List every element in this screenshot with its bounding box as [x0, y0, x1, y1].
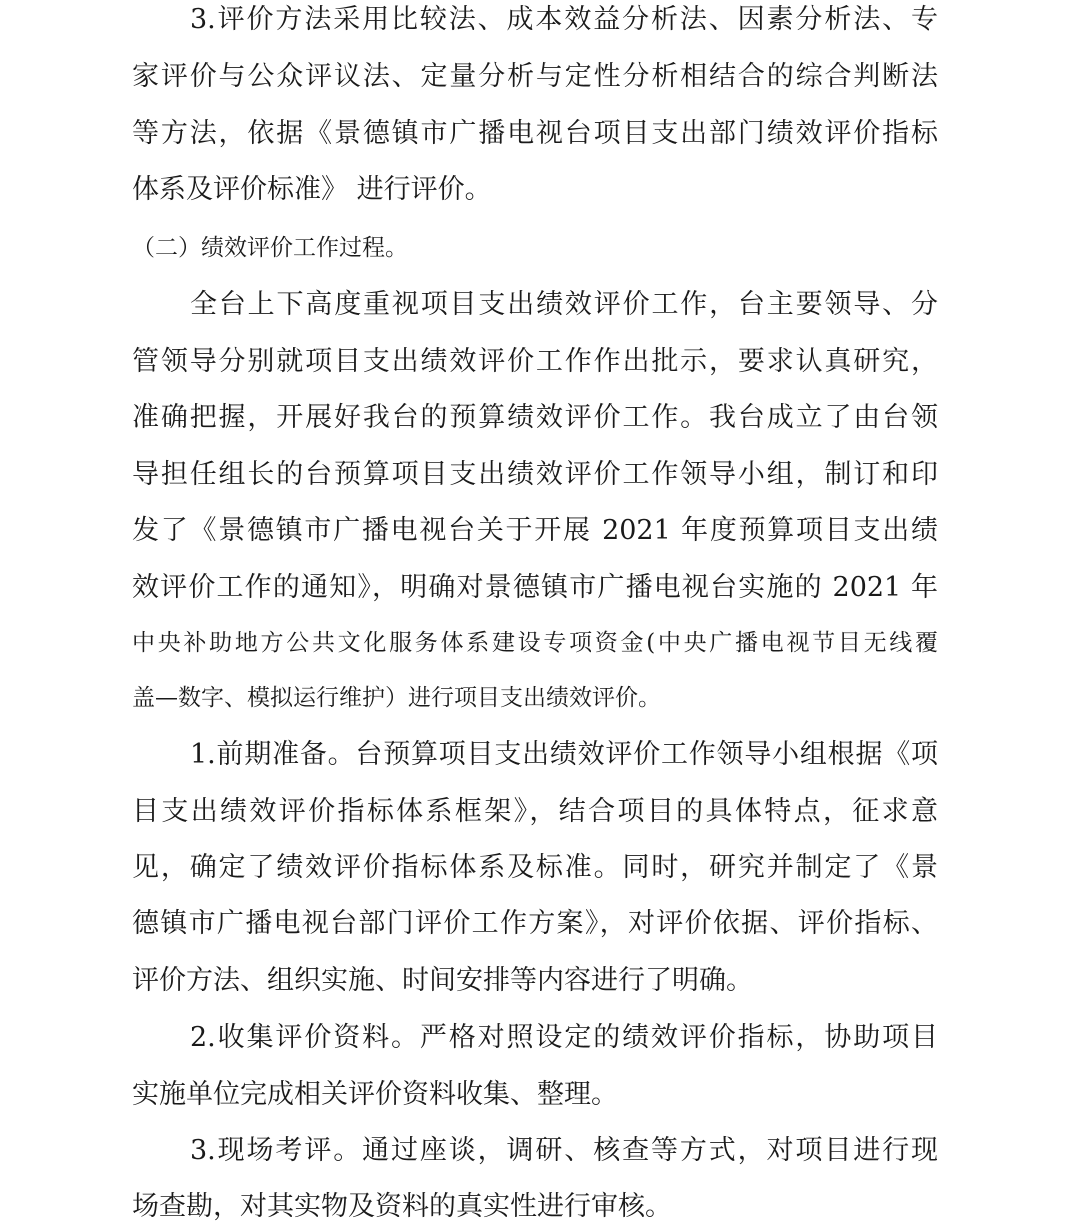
- paragraph-line: 2.收集评价资料。严格对照设定的绩效评价指标，协助项目: [190, 1022, 938, 1053]
- paragraph-line: 评价方法、组织实施、时间安排等内容进行了明确。: [132, 965, 753, 996]
- paragraph-line: 见，确定了绩效评价指标体系及标准。同时，研究并制定了《景: [132, 852, 938, 883]
- paragraph-line: 体系及评价标准》 进行评价。: [132, 174, 492, 205]
- paragraph-line: 场查勘，对其实物及资料的真实性进行审核。: [132, 1191, 672, 1222]
- section-heading: （二）绩效评价工作过程。: [132, 235, 408, 261]
- paragraph-line: 3.现场考评。通过座谈，调研、核查等方式，对项目进行现: [190, 1135, 938, 1166]
- paragraph-line: 导担任组长的台预算项目支出绩效评价工作领导小组，制订和印: [132, 459, 938, 490]
- paragraph-line: 发了《景德镇市广播电视台关于开展 2021 年度预算项目支出绩: [132, 515, 938, 546]
- paragraph-line: 德镇市广播电视台部门评价工作方案》，对评价依据、评价指标、: [132, 908, 938, 939]
- paragraph-line: 等方法，依据《景德镇市广播电视台项目支出部门绩效评价指标: [132, 118, 938, 149]
- paragraph-line: 3.评价方法采用比较法、成本效益分析法、因素分析法、专: [190, 4, 938, 35]
- paragraph-line: 家评价与公众评议法、定量分析与定性分析相结合的综合判断法: [132, 61, 938, 92]
- paragraph-line: 实施单位完成相关评价资料收集、整理。: [132, 1079, 618, 1110]
- paragraph-line: 效评价工作的通知》，明确对景德镇市广播电视台实施的 2021 年: [132, 572, 938, 603]
- paragraph-line: 准确把握，开展好我台的预算绩效评价工作。我台成立了由台领: [132, 402, 938, 433]
- paragraph-line: 管领导分别就项目支出绩效评价工作作出批示，要求认真研究，: [132, 346, 938, 377]
- paragraph-line: 中央补助地方公共文化服务体系建设专项资金(中央广播电视节目无线覆: [132, 630, 938, 656]
- paragraph-line: 目支出绩效评价指标体系框架》，结合项目的具体特点，征求意: [132, 796, 938, 827]
- paragraph-line: 盖—数字、模拟运行维护）进行项目支出绩效评价。: [132, 685, 661, 711]
- paragraph-line: 1.前期准备。台预算项目支出绩效评价工作领导小组根据《项: [190, 739, 938, 770]
- paragraph-line: 全台上下高度重视项目支出绩效评价工作，台主要领导、分: [190, 289, 938, 320]
